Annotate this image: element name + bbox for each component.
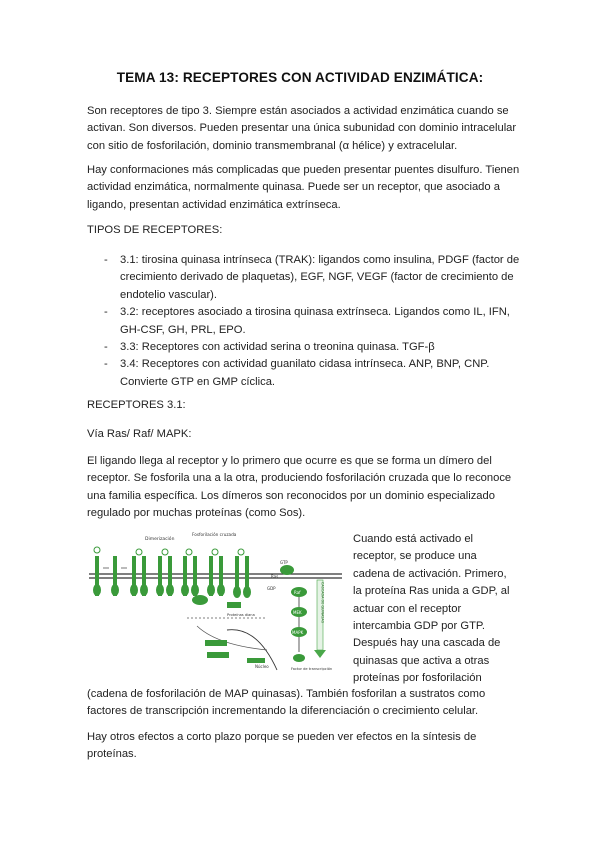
text-line: receptor. Se fosforila una a la otra, produciendo fosforilación cruzada que lo reconoce: [87, 472, 512, 485]
kinase-domain: [243, 586, 251, 598]
text-line: regulado por muchas proteínas (como Sos).: [87, 507, 306, 520]
list-item: [87, 252, 527, 304]
bullet-dash: -: [104, 254, 108, 266]
paragraph-3: [87, 453, 527, 523]
text-line: 3.1: tirosina quinasa intrínseca (TRAK): ligandos como insulina, PDGF (factor de: [120, 254, 520, 266]
kinase-domain: [111, 584, 119, 596]
gdp-label: GDP: [267, 586, 276, 591]
ras-gdp-complex: [227, 602, 241, 608]
text-line: GH-CSF, GH, PRL, EPO.: [120, 323, 246, 336]
text-line: endotelio vascular).: [120, 288, 218, 301]
transcription-factor: [293, 654, 305, 662]
side-text: [353, 531, 533, 688]
types-heading: [87, 222, 527, 239]
adapter-protein: [192, 595, 208, 605]
gtp-label: GTP: [280, 560, 288, 565]
text-line: Hay conformaciones más complicadas que pueden presentar puentes disulfuro. Tienen: [87, 164, 520, 176]
text-line: la proteína Ras unida a GDP, al: [353, 585, 510, 598]
list-item: [87, 304, 527, 339]
text-line: 3.4: Receptores con actividad guanilato cidasa intrínseca. ANP, BNP, CNP.: [120, 358, 490, 371]
cascade-label: CASCADA DE QUINASAS: [320, 582, 325, 623]
text-line: Convierte GTP en GMP cíclica.: [120, 375, 276, 388]
text-line: RECEPTORES 3.1:: [87, 399, 186, 411]
intro-paragraph: [87, 103, 527, 155]
bullet-dash: -: [104, 358, 108, 371]
text-line: intercambia GDP por GTP.: [353, 620, 486, 633]
paragraph-5: [87, 729, 527, 764]
kinase-domain: [166, 584, 174, 596]
kinase-domain: [181, 584, 189, 596]
text-line: actividad enzimática, normalmente quinasa. Puede ser un receptor, que asociado a: [87, 181, 500, 194]
nucleus-label: Núcleo: [255, 664, 269, 669]
kinase-domain: [130, 584, 138, 596]
text-line: proteínas.: [87, 748, 137, 761]
dimer-label: Dimerización: [145, 537, 175, 542]
text-line: ligando, presentan actividad enzimática extrínseca.: [87, 198, 341, 211]
text-line: Son receptores de tipo 3. Siempre están asociados a actividad enzimática cuando se: [87, 105, 509, 117]
kinase-domain: [156, 584, 164, 596]
list-item: [87, 339, 527, 356]
ras-label: Ras: [271, 574, 279, 579]
text-line: Vía Ras/ Raf/ MAPK:: [87, 428, 192, 440]
mek-label: MEK: [293, 610, 302, 615]
bullet-dash: -: [104, 341, 108, 354]
bullet-dash: -: [104, 306, 108, 319]
kinase-domain: [233, 586, 241, 598]
text-line: una familia específica. Los dímeros son reconocidos por un dominio especializado: [87, 489, 495, 502]
kinase-domain: [217, 584, 225, 596]
ras-protein: [280, 565, 294, 575]
text-line: 3.3: Receptores con actividad serina o treonina quinasa. TGF-β: [120, 341, 435, 354]
kinase-domain: [93, 584, 101, 596]
text-line: Hay otros efectos a corto plazo porque se pueden ver efectos en la síntesis de: [87, 731, 477, 743]
text-line: El ligando llega al receptor y lo primero que ocurre es que se forma un dímero del: [87, 455, 492, 467]
kinase-block: [207, 652, 229, 658]
target-label: Proteínas diana: [227, 613, 255, 617]
pathway-heading: [87, 426, 527, 443]
receptor-types-list: [87, 252, 527, 391]
tf-label: Factor de transcripción: [291, 667, 333, 671]
text-line: Después hay una cascada de: [353, 637, 501, 650]
text-line: 3.2: receptores asociado a tirosina quinasa extrínseca. Ligandos como IL, IFN,: [120, 306, 510, 319]
text-line: proteínas por fosforilación: [353, 672, 482, 685]
text-line: con sitio de fosforilación, dominio transmembranal (α hélice) y extracelular.: [87, 139, 458, 152]
mapk-label: MAPK: [292, 630, 304, 635]
text-line: crecimiento derivado de plaquetas), EGF, NGF, VEGF (factor de crecimiento de: [120, 271, 514, 284]
text-line: cadena de activación. Primero,: [353, 567, 507, 580]
kinase-domain: [191, 584, 199, 596]
text-line: Cuando está activado el: [353, 533, 474, 545]
paragraph-4: [87, 686, 527, 721]
page-title: TEMA 13: RECEPTORES CON ACTIVIDAD ENZIMÁTICA:: [116, 70, 484, 85]
text-line: factores de transcripción incrementando la diferenciación o crecimiento celular.: [87, 705, 479, 718]
kinase-domain: [207, 584, 215, 596]
raf-label: Raf: [294, 590, 301, 595]
kinase-block: [247, 658, 265, 663]
text-line: (cadena de fosforilación de MAP quinasas). También fosforilan a sustratos como: [87, 688, 486, 700]
text-line: quinasas que activa a otras: [353, 654, 490, 667]
text-line: TIPOS DE RECEPTORES:: [87, 224, 223, 236]
text-line: actuar con el receptor: [353, 602, 462, 615]
text-line: receptor, se produce una: [353, 550, 477, 563]
kinase-domain: [140, 584, 148, 596]
list-item: [87, 356, 527, 391]
phospho-label: Fosforilación cruzada: [192, 532, 237, 537]
kinase-block: [205, 640, 227, 646]
receptors-heading: [87, 397, 527, 414]
paragraph-2: [87, 162, 527, 214]
ras-mapk-pathway-figure: [87, 530, 344, 680]
text-line: activan. Son diversos. Pueden presentar una única subunidad con dominio intracelular: [87, 122, 517, 135]
